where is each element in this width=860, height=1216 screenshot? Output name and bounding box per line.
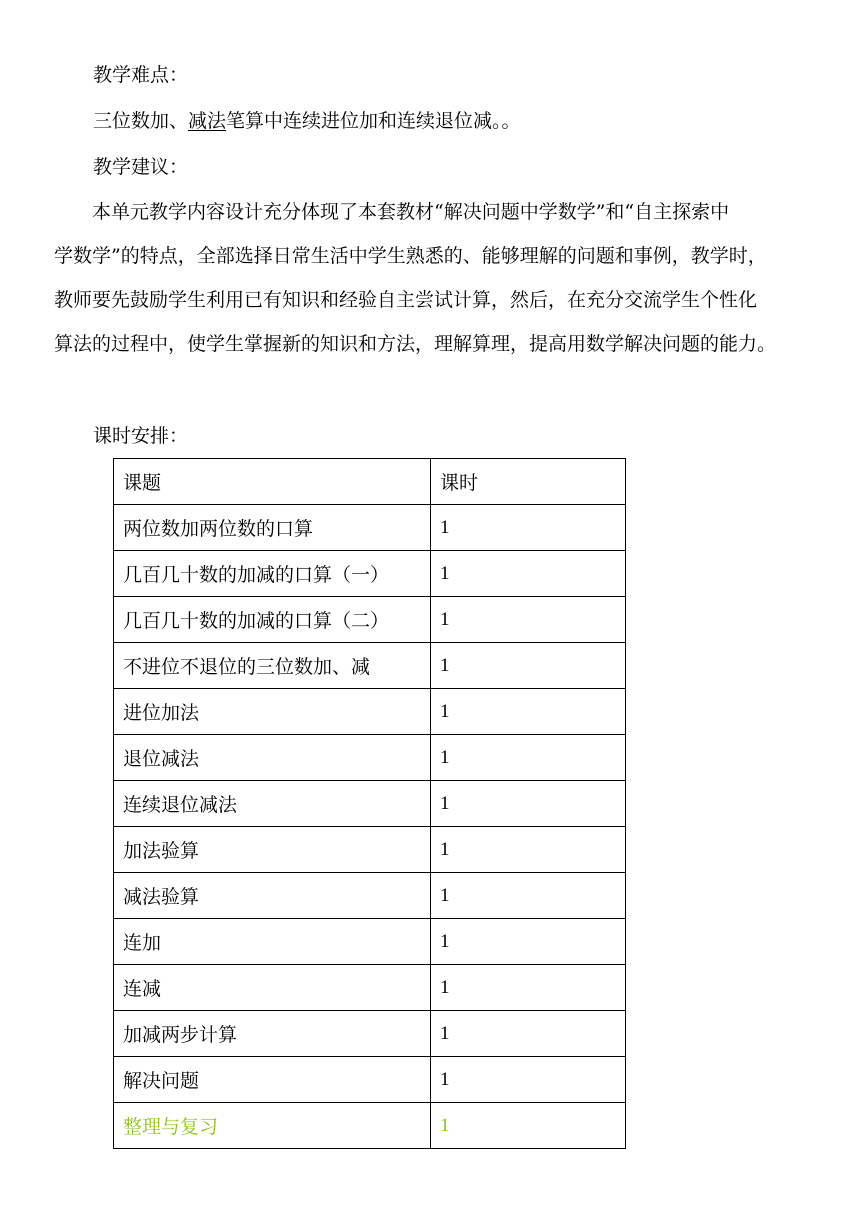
suggestion-line: 学数学”的特点，全部选择日常生活中学生熟悉的、能够理解的问题和事例，教学时，: [54, 245, 767, 267]
row-hours: 1: [431, 1057, 626, 1103]
table-row: [114, 827, 626, 873]
header-topic: 课题: [114, 459, 431, 505]
row-topic: 几百几十数的加减的口算（一）: [114, 551, 431, 597]
row-topic: 连续退位减法: [114, 781, 431, 827]
header-hours: 课时: [431, 459, 626, 505]
row-hours: 1: [431, 1103, 626, 1149]
row-hours: 1: [431, 781, 626, 827]
suggestion-line: 教师要先鼓励学生利用已有知识和经验自主尝试计算，然后，在充分交流学生个性化: [54, 289, 758, 311]
row-hours: 1: [431, 597, 626, 643]
difficulty-heading: 教学难点：: [93, 64, 189, 86]
difficulty-text-after: 笔算中连续进位加和连续退位减。。: [226, 110, 521, 132]
row-hours: 1: [431, 551, 626, 597]
table-row: [114, 873, 626, 919]
row-topic: 减法验算: [114, 873, 431, 919]
row-topic: 不进位不退位的三位数加、减: [114, 643, 431, 689]
row-topic: 加减两步计算: [114, 1011, 431, 1057]
row-hours: 1: [431, 919, 626, 965]
table-row: [114, 1057, 626, 1103]
row-hours: 1: [431, 689, 626, 735]
table-row: [114, 781, 626, 827]
row-hours: 1: [431, 735, 626, 781]
suggestion-heading: 教学建议：: [93, 156, 189, 178]
suggestion-paragraph: [54, 190, 810, 366]
row-hours: 1: [431, 873, 626, 919]
schedule-heading: 课时安排：: [93, 425, 189, 447]
table-row: [114, 551, 626, 597]
table-row: [114, 689, 626, 735]
table-row: [114, 735, 626, 781]
row-topic: 连加: [114, 919, 431, 965]
row-hours: 1: [431, 643, 626, 689]
table-row: [114, 643, 626, 689]
table-row: [114, 505, 626, 551]
suggestion-line: 本单元教学内容设计充分体现了本套教材“解决问题中学数学”和“自主探索中: [92, 201, 730, 223]
row-topic: 整理与复习: [114, 1103, 431, 1149]
row-topic: 两位数加两位数的口算: [114, 505, 431, 551]
table-row: [114, 919, 626, 965]
row-topic: 解决问题: [114, 1057, 431, 1103]
difficulty-text-underlined: 减法: [188, 110, 227, 132]
row-hours: 1: [431, 827, 626, 873]
row-topic: 几百几十数的加减的口算（二）: [114, 597, 431, 643]
table-row: [114, 597, 626, 643]
row-hours: 1: [431, 1011, 626, 1057]
difficulty-text: [93, 109, 521, 133]
row-topic: 连减: [114, 965, 431, 1011]
row-topic: 进位加法: [114, 689, 431, 735]
row-topic: 加法验算: [114, 827, 431, 873]
row-topic: 退位减法: [114, 735, 431, 781]
table-row: [114, 1011, 626, 1057]
suggestion-line: 算法的过程中，使学生掌握新的知识和方法，理解算理，提高用数学解决问题的能力。: [54, 333, 777, 355]
row-hours: 1: [431, 965, 626, 1011]
schedule-table: [113, 458, 626, 1149]
row-hours: 1: [431, 505, 626, 551]
table-row: [114, 965, 626, 1011]
difficulty-text-before: 三位数加、: [93, 110, 189, 132]
table-header-row: [114, 459, 626, 505]
table-row: [114, 1103, 626, 1149]
